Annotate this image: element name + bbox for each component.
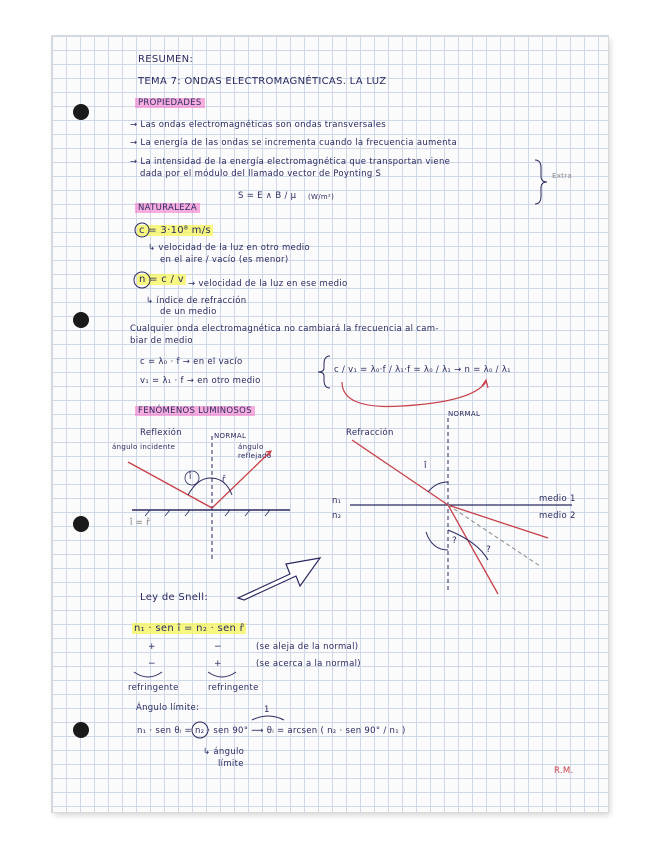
snell-note: (se acerca a la normal) [256, 659, 361, 669]
eq-brace [318, 356, 330, 388]
i-angle-label: î [189, 472, 192, 482]
r-angle-label: r̂ [222, 475, 226, 485]
medio-text: biar de medio [130, 336, 193, 346]
snell-formula: n₁ · sen î = n₂ · sen r̂ [134, 623, 245, 634]
i-equals-r: î = r̂ [130, 518, 150, 528]
n-desc: de un medio [160, 307, 217, 317]
side-brace [535, 160, 547, 204]
incident-ray [128, 462, 212, 508]
medio-text: Cualquier onda electromagnética no cambiará la frecuencia al cam- [130, 324, 439, 334]
n1-label: n₁ [332, 496, 342, 506]
propiedad-item: → Las ondas electromagnéticas son ondas transversales [130, 120, 386, 130]
n-circle [134, 272, 150, 288]
limite-note: límite [218, 759, 244, 769]
reflexion-label: Reflexión [140, 428, 182, 438]
over-one: 1 [264, 705, 270, 715]
angulo-reflejado-label: ángulo [238, 443, 264, 451]
naturaleza-heading: NATURALEZA [135, 203, 200, 213]
medio1-label: medio 1 [539, 494, 576, 504]
continued-ray [448, 505, 540, 566]
propiedad-item: → La energía de las ondas se incrementa cuando la frecuencia aumenta [130, 138, 457, 148]
signature: R.M. [554, 766, 574, 776]
svg-text:î: î [424, 461, 427, 471]
page-title: TEMA 7: ONDAS ELECTROMAGNÉTICAS. LA LUZ [138, 76, 387, 87]
svg-text:?: ? [452, 536, 457, 546]
angulo-reflejado-label: reflejado [238, 452, 272, 460]
eq-otro-medio: v₁ = λ₁ · f → en otro medio [140, 376, 261, 386]
limite-note: ↳ ángulo [203, 747, 245, 757]
n-note: → velocidad de la luz en ese medio [188, 279, 348, 289]
c-value: c = 3·10⁸ m/s [139, 225, 211, 236]
poynting-units: (W/m²) [308, 193, 335, 201]
svg-text:−: − [214, 642, 222, 652]
angle-arcs [188, 478, 232, 495]
normal-left-label: NORMAL [214, 432, 247, 440]
angulo-incidente-label: ángulo incidente [112, 443, 176, 451]
propiedad-item: dada por el módulo del llamado vector de Poynting S [140, 169, 382, 179]
c-note: ↳ velocidad de la luz en otro medio [148, 243, 310, 253]
snell-title: Ley de Snell: [140, 592, 208, 603]
angulo-limite-title: Ángulo límite: [136, 703, 200, 713]
svg-text:?: ? [486, 545, 491, 555]
eq-vacio: c = λ₀ · f → en el vacío [140, 357, 243, 367]
medio2-label: medio 2 [539, 511, 576, 521]
c-note: en el aire / vacío (es menor) [160, 255, 289, 265]
poynting-formula: S = E ∧ B / μ [238, 191, 297, 201]
svg-text:−: − [148, 659, 156, 669]
svg-text:+: + [214, 659, 222, 669]
resumen-heading: RESUMEN: [138, 54, 194, 65]
n-desc: ↳ índice de refracción [146, 296, 247, 306]
connector-arrow [238, 558, 320, 600]
refraccion-label: Refracción [346, 428, 394, 438]
refraction-incident-ray [352, 440, 448, 505]
snell-note: (se aleja de la normal) [256, 642, 359, 652]
refringente-label: refringente [128, 683, 179, 693]
c-circle [135, 223, 149, 237]
propiedad-item: → La intensidad de la energía electromagnética que transportan viene [130, 157, 451, 167]
ray-away [448, 505, 548, 538]
propiedades-heading: PROPIEDADES [135, 98, 205, 108]
refringente-label: refringente [208, 683, 259, 693]
normal-right-label: NORMAL [448, 410, 481, 418]
ratio-formula: c / v₁ = λ₀·f / λ₁·f = λ₀ / λ₁ → n = λ₀ / λ₁ [334, 365, 511, 375]
n2-label: n₂ [332, 511, 342, 521]
n-formula: n = c / v [139, 274, 184, 285]
fenomenos-heading: FENÓMENOS LUMINOSOS [135, 406, 255, 416]
side-note: Extra [552, 172, 572, 180]
svg-text:+: + [148, 642, 156, 652]
ratio-loop [342, 382, 486, 407]
limite-formula: n₁ · sen θₗ = n₂ · sen 90° ⟿ θₗ = arcsen ( n₂ · sen 90° / n₁ ) [137, 726, 406, 736]
